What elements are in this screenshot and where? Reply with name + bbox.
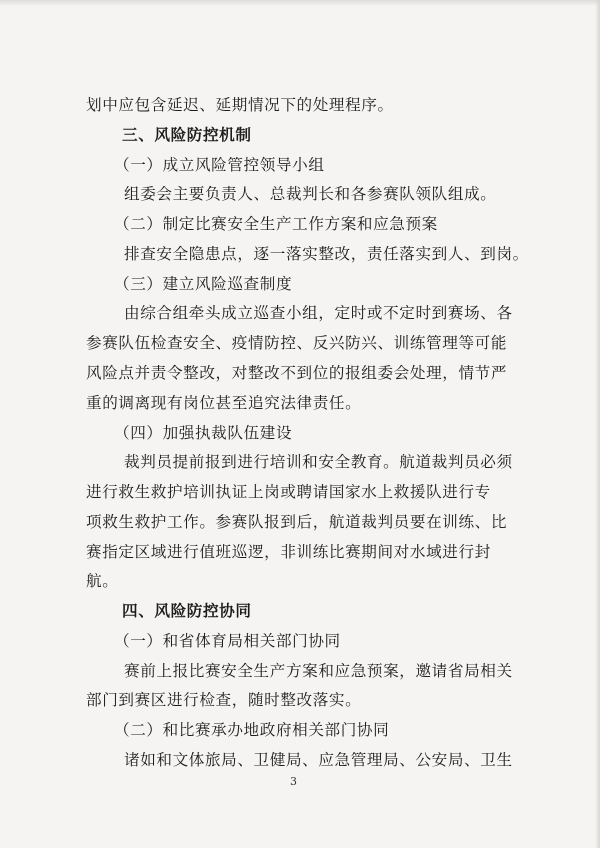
paragraph-line: 组委会主要负责人、总裁判长和各参赛队领队组成。 xyxy=(124,185,497,204)
paragraph-line: 重的调离现有岗位甚至追究法律责任。 xyxy=(86,393,362,412)
paragraph-line: 划中应包含延迟、延期情况下的处理程序。 xyxy=(86,96,394,114)
section-heading-3: 三、风险防控机制 xyxy=(122,125,252,144)
paragraph-line: 进行救生救护培训执证上岗或聘请国家水上救援队进行专 xyxy=(86,483,491,502)
section-heading-4: 四、风险防控协同 xyxy=(122,602,252,621)
paragraph-line: 部门到赛区进行检查，随时整改落实。 xyxy=(86,691,362,710)
page-number: 3 xyxy=(290,775,297,788)
subheading-3-2: （二）制定比赛安全生产工作方案和应急预案 xyxy=(114,215,438,234)
subheading-4-2: （二）和比赛承办地政府相关部门协同 xyxy=(114,721,390,740)
subheading-3-3: （三）建立风险巡查制度 xyxy=(114,274,293,293)
paragraph-line: 排查安全隐患点，逐一落实整改，责任落实到人、到岗。 xyxy=(124,244,529,263)
paragraph-line: 裁判员提前报到进行培训和安全教育。航道裁判员必须 xyxy=(124,453,513,472)
page-edge-shadow-top xyxy=(0,0,600,6)
paragraph-line: 航。 xyxy=(86,572,119,591)
paragraph-line: 由综合组牵头成立巡查小组，定时或不定时到赛场、各 xyxy=(124,304,513,323)
paragraph-line: 赛前上报比赛安全生产方案和应急预案，邀请省局相关 xyxy=(124,661,513,680)
page-edge-shadow-right xyxy=(595,0,600,848)
subheading-4-1: （一）和省体育局相关部门协同 xyxy=(114,631,341,650)
paragraph-line: 参赛队伍检查安全、疫情防控、反兴防兴、训练管理等可能 xyxy=(86,334,508,353)
subheading-3-1: （一）成立风险管控领导小组 xyxy=(114,155,325,174)
paragraph-line: 赛指定区域进行值班巡逻，非训练比赛期间对水域进行封 xyxy=(86,542,491,561)
paragraph-line: 项救生救护工作。参赛队报到后，航道裁判员要在训练、比 xyxy=(86,512,508,531)
paragraph-line: 诸如和文体旅局、卫健局、应急管理局、公安局、卫生 xyxy=(124,751,513,769)
paragraph-line: 风险点并责令整改，对整改不到位的报组委会处理，情节严 xyxy=(86,363,508,382)
subheading-3-4: （四）加强执裁队伍建设 xyxy=(114,423,293,442)
